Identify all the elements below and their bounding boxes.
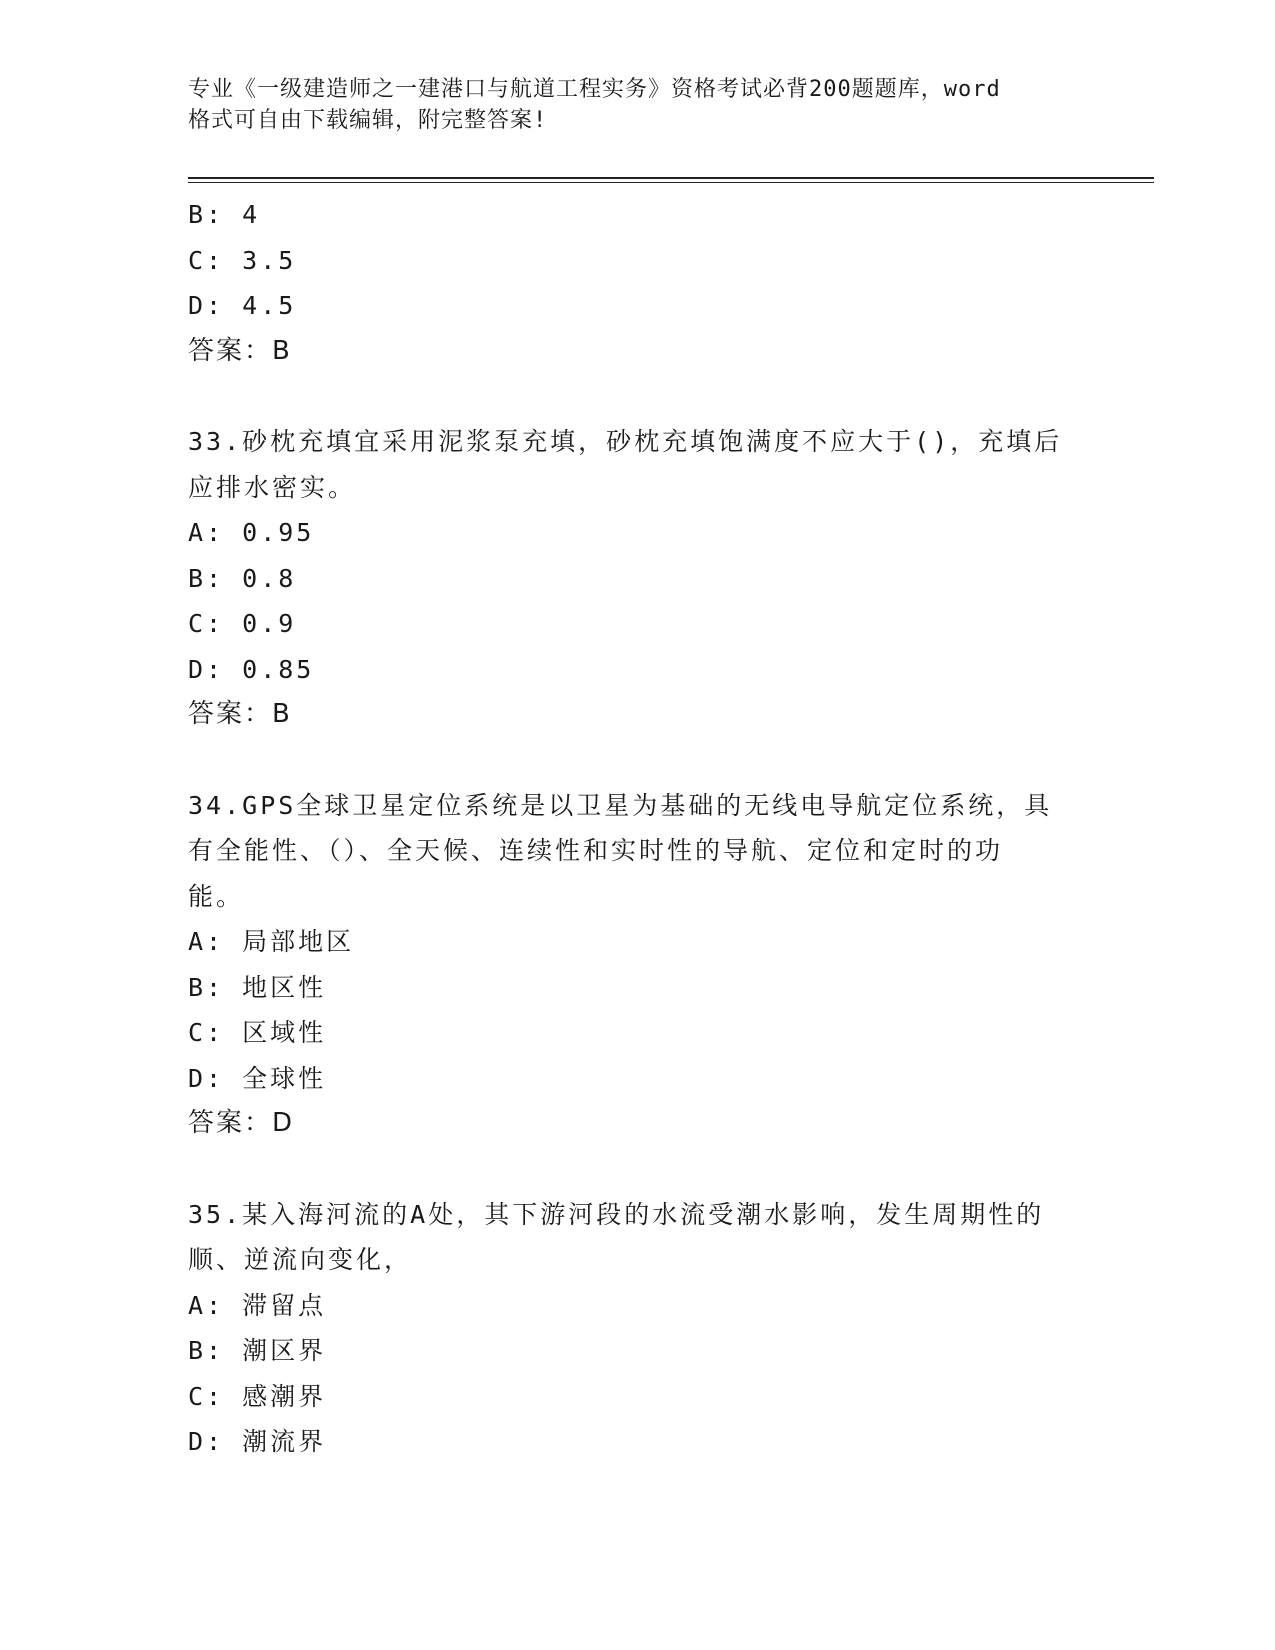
header-divider-thick — [188, 177, 1154, 179]
option-c: C: 感潮界 — [188, 1381, 327, 1411]
document-header — [188, 74, 1068, 136]
option-c: C: 0.9 — [188, 609, 297, 638]
option-d: D: 4.5 — [188, 291, 297, 320]
answer: 答案：B — [188, 699, 292, 729]
option-a: A: 滞留点 — [188, 1290, 327, 1320]
spacer — [188, 738, 1088, 783]
option-d: D: 全球性 — [188, 1063, 327, 1093]
question-text-line: 应排水密实。 — [188, 472, 357, 502]
option-b: B: 潮区界 — [188, 1336, 327, 1365]
question-text-line: 35.某入海河流的A处，其下游河段的水流受潮水影响，发生周期性的 — [188, 1199, 1045, 1229]
answer: 答案：D — [188, 1108, 295, 1138]
header-line-1: 专业《一级建造师之一建港口与航道工程实务》资格考试必背200题题库，word — [188, 77, 1001, 102]
option-b: B: 0.8 — [188, 563, 297, 593]
option-b: B: 地区性 — [188, 972, 327, 1002]
spacer — [188, 374, 1088, 419]
option-b: B: 4 — [188, 200, 261, 229]
question-35 — [188, 1192, 1088, 1465]
document-body — [188, 192, 1088, 1465]
question-text-line: 34.GPS全球卫星定位系统是以卫星为基础的无线电导航定位系统，具 — [188, 790, 1053, 820]
question-32-tail — [188, 192, 1088, 374]
option-d: D: 潮流界 — [188, 1427, 327, 1456]
question-text-line: 有全能性、（）、全天候、连续性和实时性的导航、定位和定时的功 — [188, 836, 1004, 865]
option-a: A: 局部地区 — [188, 927, 355, 956]
header-line-2: 格式可自由下载编辑，附完整答案! — [188, 108, 548, 133]
question-text-line: 顺、逆流向变化， — [188, 1245, 413, 1274]
option-c: C: 3.5 — [188, 245, 297, 275]
answer: 答案：B — [188, 335, 292, 366]
question-34 — [188, 783, 1088, 1147]
spacer — [188, 1147, 1088, 1192]
option-c: C: 区域性 — [188, 1018, 327, 1047]
question-text-line: 能。 — [188, 881, 245, 911]
option-d: D: 0.85 — [188, 654, 315, 684]
option-a: A: 0.95 — [188, 518, 315, 547]
question-33 — [188, 419, 1088, 738]
question-text-line: 33.砂枕充填宜采用泥浆泵充填，砂枕充填饱满度不应大于()，充填后 — [188, 427, 1063, 456]
header-divider-thin — [188, 182, 1154, 183]
